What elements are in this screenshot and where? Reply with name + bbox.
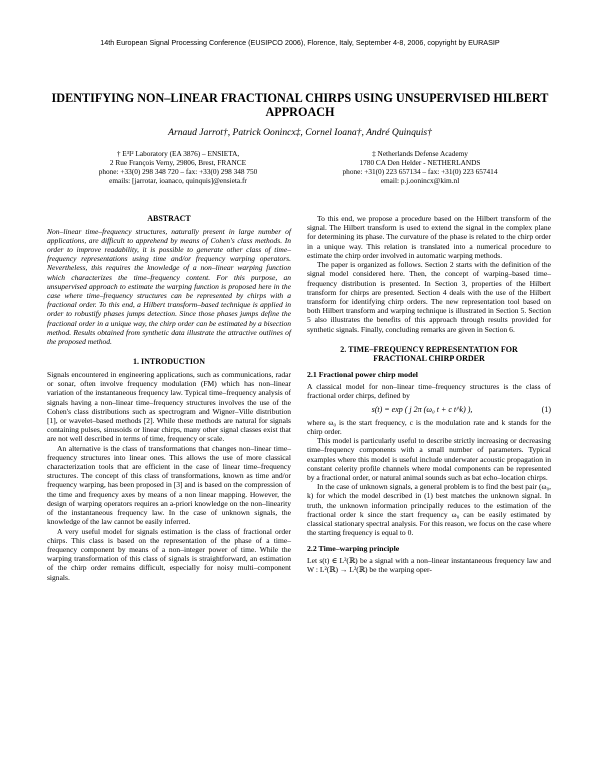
intro-paragraph: A very useful model for signals estimation is the class of fractional order chirps. This class is based on the representation of the phase of a time–frequency component by means of a non–integer power of time. While the warping transformation of this class of signals is straightforward, an estimation of the chirp order remains difficult, especially for noisy multi–component signals. <box>47 526 291 582</box>
abstract-text: Non–linear time–frequency structures, naturally present in large number of applications, are difficult to apprehend by means of Cohen's class methods. In order to improve readability, it is possible to generate other class of time–frequency representations using time and/or frequency warping operators. Nevertheless, this requires the knowledge of a non–linear warping function which characterizes the time–frequency content. For this purpose, an unsupervised approach to estimate the warping function is proposed here in the case where time–frequency structures can be represented by chirps with a fractional order. To this end, a Hilbert transform–based technique is applied in order to robustify phases jumps detection. Since those phases jumps define the fractional order in a unique way, the chirp order can be estimated by a bisection method. Results obtained from synthetic data illustrate the attractive outlines of the proposed method. <box>47 226 291 347</box>
affiliation-line: phone: +33(0) 298 348 720 – fax: +33(0) 298 348 750 <box>98 167 258 176</box>
right-column <box>307 214 551 574</box>
body-paragraph: where ω₀ is the start frequency, c is the modulation rate and k stands for the chirp order. <box>307 417 551 436</box>
affiliation-line: ‡ Netherlands Defense Academy <box>372 149 468 158</box>
body-paragraph: A classical model for non–linear time–frequency structures is the class of fractional order chirps, defined by <box>307 382 551 401</box>
section2-heading-line: FRACTIONAL CHIRP ORDER <box>373 354 485 364</box>
equation-formula: s(t) = exp ( j 2π (ω₀ t + c t^k) ), <box>371 404 473 414</box>
affiliation-left <box>58 149 298 185</box>
intro-paragraph: An alternative is the class of transformations that changes non–linear time–frequency structures into linear ones. This allows the use of more classical characterization tools that are efficient in the case of linear time–frequency structures. The concept of this class of transformations, known as time and/or frequency warping, has been proposed in [3] and is based on the compression of the time and frequency axes by means of a non linear mapping. However, the design of warping operators requires an a-priori knowledge on the non–linearity of the instantaneous frequency law. In the case of unknown signals, the knowledge of the law cannot be easily inferred. <box>47 443 291 527</box>
intro-paragraph: To this end, we propose a procedure based on the Hilbert transform of the signal. The Hilbert transform is used to extend the signal in the complex plane for determining its phase. The curvature of the phase is related to the chirp order in a unique way. This relation is translated into a numerical procedure to estimate the chirp order involved in automatic warping methods. <box>307 214 551 260</box>
subsection-heading: 2.1 Fractional power chirp model <box>307 369 418 379</box>
intro-paragraph: The paper is organized as follows. Section 2 starts with the definition of the signal model considered here. Then, the concept of warping–based time–frequency distribution is presented. In Section 3, properties of the Hilbert transform for chirps are presented. Section 4 deals with the use of the Hilbert transform for identifying chirp orders. The new representation tool based on both Hilbert transform and warping technique is illustrated in Section 5. Section 5 also illustrates the benefits of this approach through results provided for synthetic signals. Finally, concluding remarks are given in Section 6. <box>307 260 551 334</box>
affiliation-line: 1780 CA Den Helder - NETHERLANDS <box>359 158 481 167</box>
conference-header: 14th European Signal Processing Conference (EUSIPCO 2006), Florence, Italy, September 4-8, 2006, copyright by EURASIP <box>100 38 500 47</box>
section2-heading-line: 2. TIME–FREQUENCY REPRESENTATION FOR <box>340 344 518 354</box>
affiliation-line: emails: [jarrotar, ioanaco, quinquis]@ensieta.fr <box>109 176 247 185</box>
body-paragraph: Let s(t) ∈ L²(ℝ) be a signal with a non–linear instantaneous frequency law and W : L²(ℝ) → L²(ℝ) be the warping oper- <box>307 555 551 574</box>
abstract-heading: ABSTRACT <box>147 214 191 223</box>
affiliation-right <box>300 149 540 185</box>
affiliation-line: 2 Rue François Verny, 29806, Brest, FRANCE <box>109 158 247 167</box>
body-paragraph: This model is particularly useful to describe strictly increasing or decreasing time–frequency components with a small number of parameters. Typical examples where this model is useful include underwater acoustic propagation in constant celerity profile channels where modal components can be represented by a fractional order, or natural animal sounds such as bat echo–location chirps. <box>307 436 551 483</box>
equation-number: (1) <box>541 404 551 414</box>
left-column <box>47 214 291 582</box>
affiliation-line: phone: +31(0) 223 657134 – fax: +31(0) 223 657414 <box>342 167 498 176</box>
equation-1 <box>307 405 551 414</box>
introduction-heading: 1. INTRODUCTION <box>132 357 205 367</box>
body-paragraph: In the case of unknown signals, a general problem is to find the best pair (ω₀, k) for which the model described in (1) best matches the unknown signal. In truth, the unknown information principally reduces to the estimation of the fractional order k since the start frequency ω₀ can be easily estimated by classical stationary spectral analysis. For this reason, we focus on the case where the starting frequency is equal to 0. <box>307 482 551 538</box>
paper-title: IDENTIFYING NON–LINEAR FRACTIONAL CHIRPS USING UNSUPERVISED HILBERT APPROACH <box>51 91 549 119</box>
affiliation-line: † E³I² Laboratory (EA 3876) – ENSIETA, <box>116 149 240 158</box>
section2-heading <box>307 345 551 364</box>
subsection-heading: 2.2 Time–warping principle <box>307 543 400 553</box>
author-list: Arnaud Jarrot†, Patrick Oonincx‡, Cornel Ioana†, André Quinquis† <box>168 127 432 138</box>
affiliation-line: email: p.j.oonincx@kim.nl <box>380 176 460 185</box>
intro-paragraph: Signals encountered in engineering applications, such as communications, radar or sonar, often involve frequency modulation (FM) which has non–linear variation of the instantaneous frequency law. Typical time–frequency analysis of signals having a non–linear time–frequency structures involves the use of the Cohen's class distributions such as spectrogram and Wigner–Ville distribution [1], or wavelet–based methods [2]. While these methods are natural for signals containing pulses, sinusoids or linear chirps, many other signal classes exist that are not well described in terms of time, frequency or scale. <box>47 369 291 444</box>
